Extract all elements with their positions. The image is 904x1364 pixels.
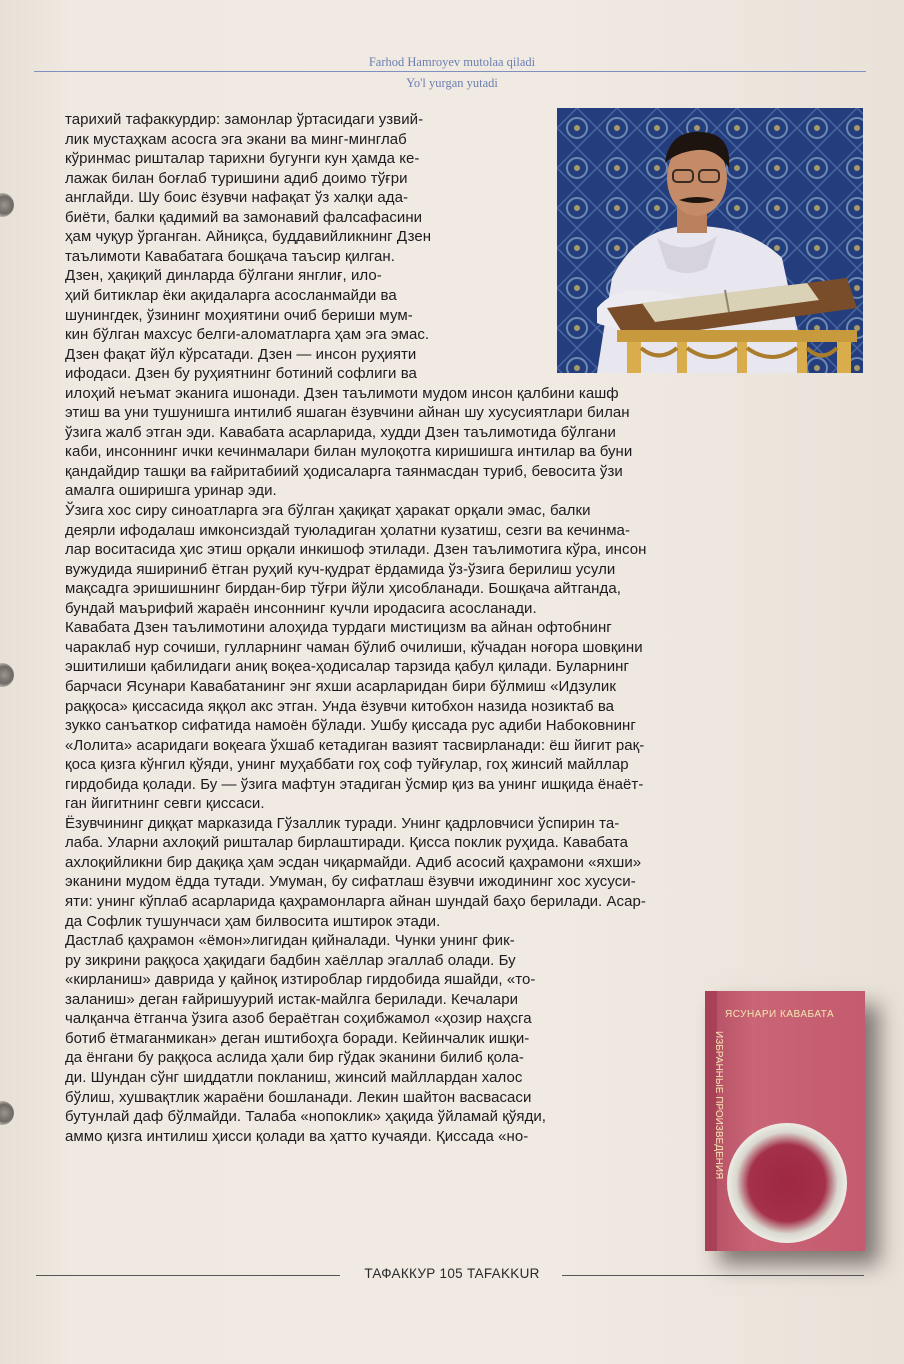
text-line: ди. Шундан сўнг шиддатли покланиш, жинсий майллардан халос [65,1068,523,1086]
text-line: вужудида яшириниб ётган руҳий куч-қудрат ёрдамида ўз-ўзига берилиш усули [65,560,616,578]
text-line: «кирланиш» даврида у қайноқ изтироблар гирдобида яшайди, «то- [65,971,536,989]
binder-hole-middle [0,663,14,687]
text-line: Дзен фақат йўл кўрсатади. Дзен — инсон руҳияти [65,345,417,363]
text-line: деярли ифодалаш имконсиздай туюладиган ҳолатни кузатиш, сезги ва кечинма- [65,521,630,539]
text-line: лажак билан боғлаб туришини адиб доимо тўғри [65,169,408,187]
text-line: ўзига жалб этган эди. Кавабата асарларида, худди Дзен таълимотида бўлгани [65,423,616,441]
text-line: да Софлик тушунчаси ҳам билвосита иштирок этади. [65,912,441,930]
text-line: раққоса» қиссасида яққол акс этган. Унда ёзувчи китобхон назида нозиктаб ва [65,697,615,715]
text-line: англайди. Шу боис ёзувчи нафақат ўз халқи ада- [65,189,409,207]
author-photo [557,108,863,373]
running-header-author: Farhod Hamroyev mutolaa qiladi [368,55,536,69]
text-line: кин бўлган махсус белги-аломатларга ҳам эга эмас. [65,326,430,344]
text-line: Кавабата Дзен таълимотини алоҳида турдаги мистицизм ва айнан офтобнинг [65,619,612,637]
text-line: Дзен, ҳақиқий динларда бўлгани янглиғ, ило- [65,267,382,285]
text-line: ган йигитнинг севги қиссаси. [65,795,265,813]
book-cover-author: ЯСУНАРИ КАВАБАТА [725,1009,835,1020]
binder-hole-top [0,193,14,217]
header-rule [34,71,866,72]
text-line: бундай маърифий жараён инсоннинг кучли иродасига асосланади. [65,599,537,617]
text-line: аммо қизга интилиш ҳисси қолади ва ҳатто кучаяди. Қиссада «но- [65,1127,529,1145]
text-line: ҳам чуқур ўрганган. Айниқса, буддавийликнинг Дзен [65,228,432,246]
text-line: қандайдир ташқи ва ғайритабиий ҳодисаларга таянмасдан туриб, бевосита ўзи [65,462,623,480]
text-line: эшитилиши қабилидаги аниқ воқеа-ҳодисалар тарзида қабул қилади. Буларнинг [65,658,630,676]
text-line: ботиб ётмаганмикан» деган иштибоҳга боради. Кейинчалик ишқи- [65,1029,530,1047]
text-line: илоҳий неъмат эканига ишонади. Дзен таълимоти мудом инсон қалбини кашф [65,384,619,402]
text-line: таълимоти Кавабатага бошқача таъсир қилган. [65,247,395,265]
text-line: ҳий битиклар ёки ақидаларга асосланмайди ва [65,286,397,304]
text-line: ру зикрини раққоса ҳақидаги бадбин хаёллар эгаллаб олади. Бу [65,951,516,969]
text-line: чараклаб нур сочиши, гулларнинг чаман бўлиб очилиши, кўчадан ноғора шовқини [65,638,643,656]
text-line: шунингдек, ўзининг моҳиятини очиб бериши мум- [65,306,413,324]
running-header-title: Yo'l yurgan yutadi [406,76,498,90]
text-line: зукко санъаткор сифатида намоён бўлади. Ушбу қиссада рус адиби Набоковнинг [65,717,636,735]
text-line: Ўзига хос сиру синоатларга эга бўлган ҳақиқат ҳаракат орқали эмас, балки [65,502,591,519]
text-line: мақсадга эришишнинг бирдан-бир тўғри йўли ҳисобланади. Бошқача айтганда, [65,580,621,598]
text-line: биёти, балки қадимий ва замонавий фалсафасини [65,208,423,226]
book-cover [705,991,865,1251]
text-line: чалқанча ётганча ўзига азоб бераётган соҳибжамол «ҳозир наҳсга [65,1010,532,1028]
text-line: лаба. Уларни ахлоқий ришталар бирлаштиради. Қисса поклик руҳида. Кавабата [65,834,628,852]
text-line: этиш ва уни тушунишга интилиб яшаган ёзувчини айнан шу хусусиятлари билан [65,404,630,422]
author-photo-illustration [557,108,863,373]
page-footer: ТАФАККУР 105 TAFAKKUR [364,1266,540,1281]
text-line: заланиш» деган ғайришуурий истак-майлга берилади. Кечалари [65,990,519,1008]
text-line: эканини мудом ёдда тутади. Умуман, бу сифатлаш ёзувчи ижодининг хос хусуси- [65,873,636,891]
text-line: тарихий тафаккурдир: замонлар ўртасидаги узвий- [65,111,424,128]
text-line: да ёнгани бу раққоса аслида ҳали бир гўдак эканини билиб қола- [65,1049,524,1067]
text-line: бутунлай даф бўлмайди. Талаба «нопоклик» ҳақида ўйламай қўяди, [65,1108,547,1126]
text-line: қоса қизга кўнгил қўяди, унинг муҳаббати гоҳ соф туйғулар, гоҳ жинсий майллар [65,756,629,774]
text-line: Дастлаб қаҳрамон «ёмон»лигидан қийналади. Чунки унинг фик- [65,932,515,950]
text-line: кўринмас ришталар тарихни бугунги кун ҳамда ке- [65,150,420,168]
footer-rule-right [562,1275,864,1276]
book-cover-sun-emblem [727,1123,847,1243]
text-line: Ёзувчининг диққат марказида Гўзаллик туради. Унинг қадрловчиси ўспирин та- [65,814,620,832]
text-line: яти: унинг кўплаб асарларида қаҳрамонларга айнан шундай баҳо берилади. Асар- [65,893,646,910]
book-cover-spine-title: ИЗБРАННЫЕ ПРОИЗВЕДЕНИЯ [713,1031,724,1180]
text-line: бўлиш, хушвақтлик жараёни бошланади. Лекин шайтон васвасаси [65,1088,532,1106]
text-line: лар воситасида ҳис этиш орқали инкишоф этилади. Дзен таълимотига кўра, инсон [65,541,647,559]
text-line: гирдобида қолади. Бу — ўзига мафтун этадиган ўсмир қиз ва унинг ишқида ёнаёт- [65,775,644,793]
text-line: амалга оширишга уринар эди. [65,482,277,500]
text-line: «Лолита» асаридаги воқеага ўхшаб кетадиган вазият тасвирланади: ёш йигит рақ- [65,736,645,754]
text-line: ахлоқийликни бир дақиқа ҳам эсдан чиқармайди. Адиб асосий қаҳрамони «яхши» [65,853,642,871]
binder-hole-bottom [0,1101,14,1125]
text-line: лик мустаҳкам асосга эга экани ва минг-минглаб [65,130,407,148]
text-line: каби, инсоннинг ички кечинмалари билан мулоқотга киришишга интилар ва буни [65,443,633,461]
text-line: ифодаси. Дзен бу руҳиятнинг ботиний софлиги ва [65,365,417,383]
text-line: барчаси Ясунари Кавабатанинг энг яхши асарларидан бири бўлмиш «Идзулик [65,677,616,695]
